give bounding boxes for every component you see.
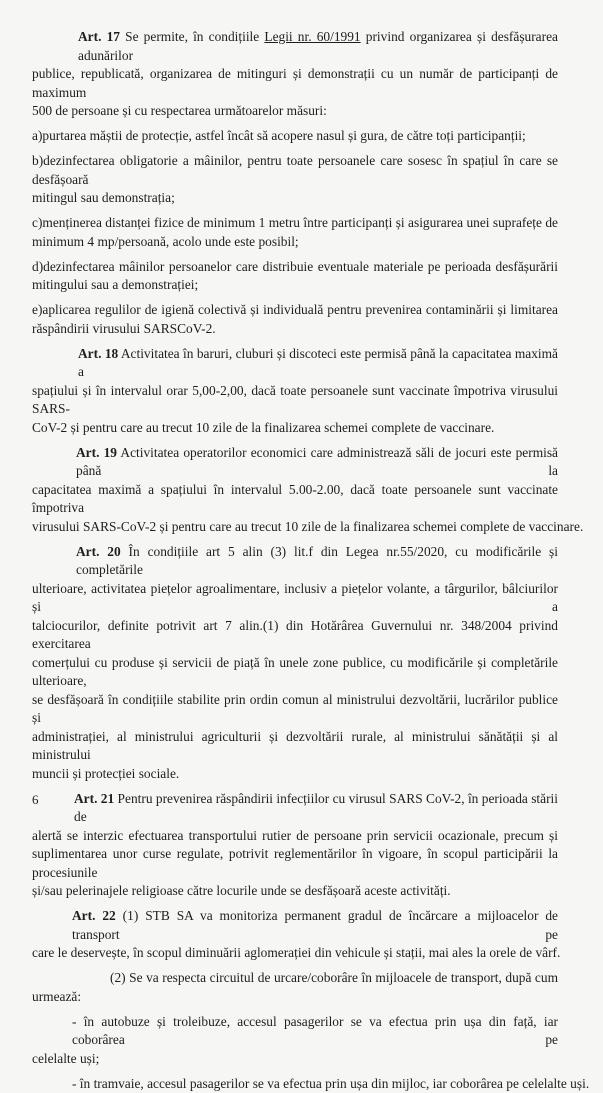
line-text: Pentru prevenirea răspândirii infecțiilor cu virusul SARS CoV-2, în perioada stării de xyxy=(74,791,558,825)
article-number: Art. 18 xyxy=(78,346,118,361)
law-link[interactable]: Legii nr. 60/1991 xyxy=(264,29,360,44)
line-text: e)aplicarea regulilor de igienă colectivă și individuală pentru prevenirea contaminării și limitarea xyxy=(32,302,558,317)
page-number: 6 xyxy=(32,792,39,808)
article-line xyxy=(32,345,558,382)
article-number: Art. 19 xyxy=(76,445,117,460)
article-line xyxy=(32,790,558,827)
text-line xyxy=(32,765,558,784)
article-number: Art. 17 xyxy=(78,29,120,44)
line-text: a)purtarea măștii de protecție, astfel încât să acopere nasul și gura, de către toți participanții; xyxy=(32,128,526,143)
line-text: virusului SARS-CoV-2 și pentru care au trecut 10 zile de la finalizarea schemei complete de vaccinare. xyxy=(32,519,583,534)
line-text: c)menținerea distanței fizice de minimum 1 metru între participanți și asigurarea unei suprafețe de xyxy=(32,215,558,230)
line-text: muncii și protecției sociale. xyxy=(32,766,179,781)
text-line xyxy=(32,102,558,121)
text-line xyxy=(32,617,558,654)
text-line xyxy=(32,518,558,537)
text-line xyxy=(32,419,558,438)
text-line xyxy=(32,233,558,252)
line-text: Activitatea operatorilor economici care administrează săli de jocuri este permisă până la xyxy=(76,445,558,479)
line-text: spațiului și în intervalul orar 5,00-2,00, dacă toate persoanele sunt vaccinate împotriva virusului SARS- xyxy=(32,383,558,417)
line-text: 500 de persoane și cu respectarea următoarelor măsuri: xyxy=(32,103,327,118)
line-text: se desfășoară în condițiile stabilite prin ordin comun al ministrului dezvoltării, lucrărilor publice și xyxy=(32,692,558,726)
line-text: - în autobuze și troleibuze, accesul pasagerilor se va efectua prin ușa din față, iar coborârea pe xyxy=(72,1014,558,1048)
text-line xyxy=(32,1050,558,1069)
line-text: Activitatea în baruri, cluburi și discoteci este permisă până la capacitatea maximă a xyxy=(78,346,558,380)
text-line xyxy=(32,1013,558,1050)
text-line xyxy=(32,845,558,882)
line-text: capacitatea maximă a spațiului în intervalul 5.00-2.00, dacă toate persoanele sunt vaccinate împotriva xyxy=(32,482,558,516)
line-text: d)dezinfectarea mâinilor persoanelor care distribuie eventuale materiale pe perioada desfășurării xyxy=(32,259,558,274)
text-line xyxy=(32,944,558,963)
text-line xyxy=(32,969,558,988)
line-text: mitingului sau a demonstrației; xyxy=(32,277,198,292)
text-line xyxy=(32,127,558,146)
line-text: administrației, al ministrului agriculturii și dezvoltării rurale, al ministrului sănătății și al ministrului xyxy=(32,729,558,763)
line-text: - în tramvaie, accesul pasagerilor se va efectua prin ușa din mijloc, iar coborârea pe celelalte uși. xyxy=(72,1076,589,1091)
article-line xyxy=(32,28,558,65)
line-text: și/sau pelerinajele religioase către locurile unde se desfășoară aceste activități. xyxy=(32,883,451,898)
line-text: (1) STB SA va monitoriza permanent gradul de încărcare a mijloacelor de transport pe xyxy=(72,908,558,942)
text-line xyxy=(32,481,558,518)
line-text: mitingul sau demonstrația; xyxy=(32,190,175,205)
line-text: alertă se interzic efectuarea transportului rutier de persoane prin servicii ocazionale, precum și xyxy=(32,828,558,843)
line-text: ulterioare, activitatea piețelor agroalimentare, inclusiv a piețelor volante, a târgurilor, bâlciurilor și a xyxy=(32,581,558,615)
text-line xyxy=(32,189,558,208)
line-text: privind organizarea și desfășurarea adunărilor xyxy=(78,29,558,63)
article-number: Art. 21 xyxy=(74,791,114,806)
text-line xyxy=(32,1075,558,1093)
text-line xyxy=(32,580,558,617)
text-line xyxy=(32,65,558,102)
article-line xyxy=(32,444,558,481)
line-text: răspândirii virusului SARSCoV-2. xyxy=(32,321,216,336)
text-line xyxy=(32,320,558,339)
line-text: care le deservește, în scopul diminuării aglomerației din vehicule și stații, mai ales la orele de vârf. xyxy=(32,945,560,960)
line-text: urmează: xyxy=(32,989,81,1004)
article-number: Art. 20 xyxy=(76,544,121,559)
text-line xyxy=(32,988,558,1007)
line-text: (2) Se va respecta circuitul de urcare/coborâre în mijloacele de transport, după cum xyxy=(110,970,558,985)
text-line xyxy=(32,258,558,277)
line-text: suplimentarea unor curse regulate, potrivit reglementărilor în vigoare, în scopul participării la procesiunile xyxy=(32,846,558,880)
article-line xyxy=(32,543,558,580)
text-line xyxy=(32,654,558,691)
line-text: Se permite, în condițiile xyxy=(120,29,264,44)
line-text: CoV-2 și pentru care au trecut 10 zile de la finalizarea schemei complete de vaccinare. xyxy=(32,420,494,435)
text-line xyxy=(32,152,558,189)
line-text: comerțului cu produse și servicii de piață în unele zone publice, cu modificările și completările ulterioare, xyxy=(32,655,558,689)
line-text: publice, republicată, organizarea de mitinguri și demonstrații cu un număr de participanți de maximum xyxy=(32,66,558,100)
text-line xyxy=(32,728,558,765)
line-text: În condițiile art 5 alin (3) lit.f din Legea nr.55/2020, cu modificările și completările xyxy=(76,544,558,578)
line-text: b)dezinfectarea obligatorie a mâinilor, pentru toate persoanele care sosesc în spațiul în care se desfășoară xyxy=(32,153,558,187)
line-text: minimum 4 mp/persoană, acolo unde este posibil; xyxy=(32,234,299,249)
text-line xyxy=(32,691,558,728)
text-line xyxy=(32,882,558,901)
text-line xyxy=(32,276,558,295)
line-text: celelalte uși; xyxy=(32,1051,99,1066)
text-line xyxy=(32,301,558,320)
document-body xyxy=(32,28,558,1093)
article-number: Art. 22 xyxy=(72,908,116,923)
text-line xyxy=(32,382,558,419)
text-line xyxy=(32,214,558,233)
article-line xyxy=(32,907,558,944)
line-text: talciocurilor, definite potrivit art 7 alin.(1) din Hotărârea Guvernului nr. 348/2004 privind exercitarea xyxy=(32,618,558,652)
text-line xyxy=(32,827,558,846)
